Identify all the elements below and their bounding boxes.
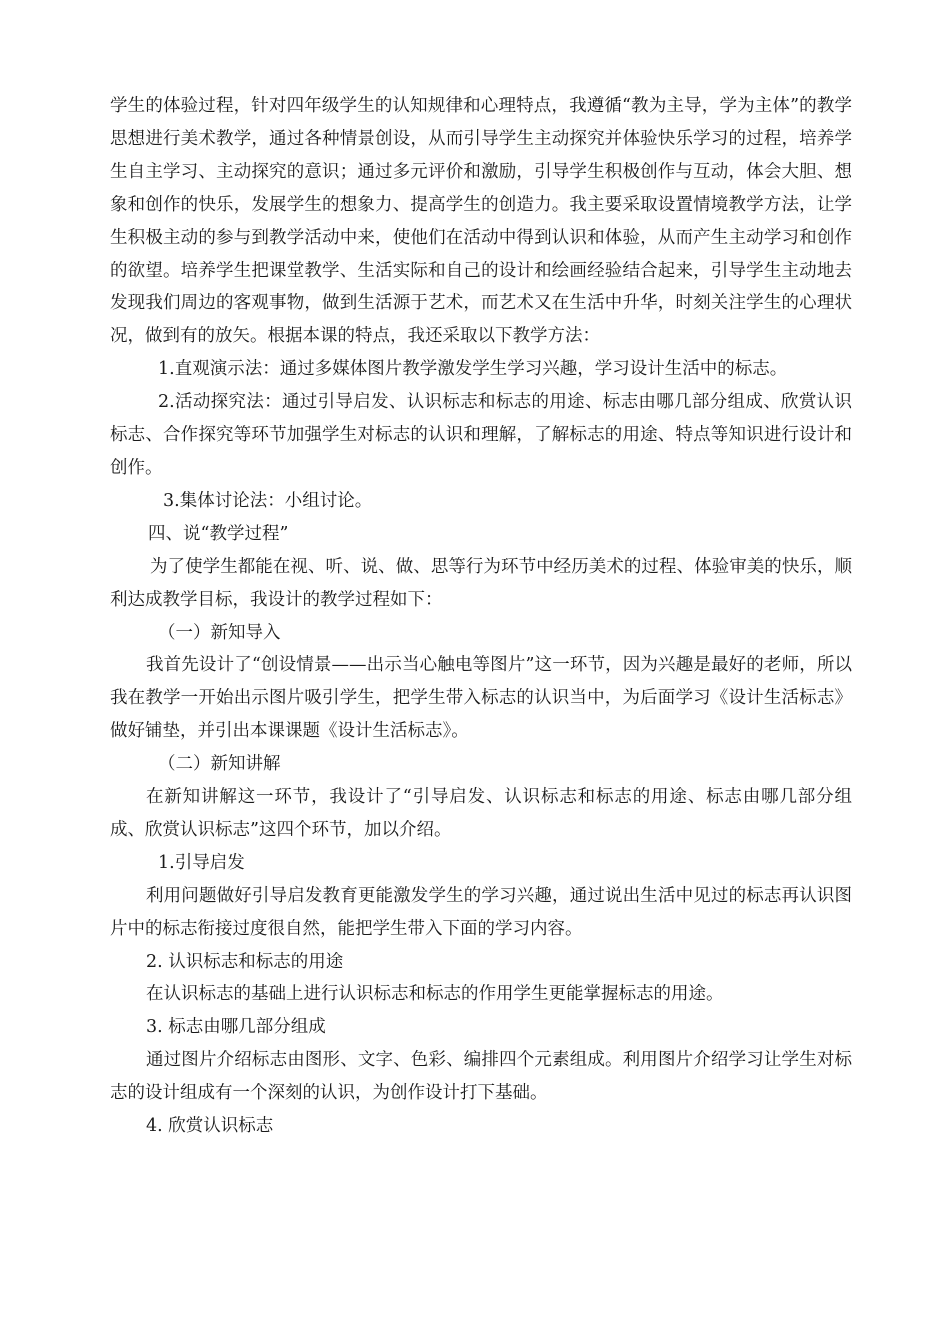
section-heading-teaching-process: 四、说“教学过程” [148,523,289,544]
paragraph-intro-description: 我首先设计了“创设情景——出示当心触电等图片”这一环节，因为兴趣是最好的老师，所以我在教学一开始出示图片吸引学生，把学生带入标志的认识当中，为后面学习《设计生活标志》做好铺垫，并引出本课课题《设计生活标志》。 [110,655,852,742]
subheading-new-knowledge-intro: （一）新知导入 [158,622,281,643]
paragraph-explanation-description: 在新知讲解这一环节，我设计了“引导启发、认识标志和标志的用途、标志由哪几部分组成、欣赏认识标志”这四个环节，加以介绍。 [110,787,852,840]
item-heading-sign-purpose: 2. 认识标志和标志的用途 [146,951,344,972]
paragraph-sign-purpose: 在认识标志的基础上进行认识标志和标志的作用学生更能掌握标志的用途。 [146,984,724,1005]
subheading-new-knowledge-explanation: （二）新知讲解 [158,754,281,775]
paragraph-method-1: 1.直观演示法：通过多媒体图片教学激发学生学习兴趣，学习设计生活中的标志。 [158,359,788,380]
paragraph-method-2: 2.活动探究法：通过引导启发、认识标志和标志的用途、标志由哪几部分组成、欣赏认识标志、合作探究等环节加强学生对标志的认识和理解，了解标志的用途、特点等知识进行设计和创作。 [110,392,852,478]
paragraph-guidance: 利用问题做好引导启发教育更能激发学生的学习兴趣，通过说出生活中见过的标志再认识图片中的标志衔接过度很自然，能把学生带入下面的学习内容。 [110,885,852,939]
paragraph-process-intro: 为了使学生都能在视、听、说、做、思等行为环节中经历美术的过程、体验审美的快乐，顺利达成教学目标，我设计的教学过程如下： [110,556,852,610]
item-heading-appreciate-signs: 4. 欣赏认识标志 [146,1116,274,1137]
item-heading-sign-components: 3. 标志由哪几部分组成 [146,1017,326,1038]
paragraph-method-3: 3.集体讨论法：小组讨论。 [163,490,373,511]
paragraph-sign-components: 通过图片介绍标志由图形、文字、色彩、编排四个元素组成。利用图片介绍学习让学生对标志的设计组成有一个深刻的认识，为创作设计打下基础。 [110,1050,852,1104]
item-heading-guidance: 1.引导启发 [158,852,245,873]
paragraph-teaching-methods-intro: 学生的体验过程，针对四年级学生的认知规律和心理特点，我遵循“教为主导，学为主体”的教学思想进行美术教学，通过各种情景创设，从而引导学生主动探究并体验快乐学习的过程，培养学生自主学习、主动探究的意识；通过多元评价和激励，引导学生积极创作与互动，体会大胆、想象和创作的快乐，发展学生的想象力、提高学生的创造力。我主要采取设置情境教学方法，让学生积极主动的参与到教学活动中来，使他们在活动中得到认识和体验，从而产生主动学习和创作的欲望。培养学生把课堂教学、生活实际和自己的设计和绘画经验结合起来，引导学生主动地去发现我们周边的客观事物，做到生活源于艺术，而艺术又在生活中升华，时刻关注学生的心理状况，做到有的放矢。根据本课的特点，我还采取以下教学方法： [110,96,852,347]
document-body [110,90,852,1143]
